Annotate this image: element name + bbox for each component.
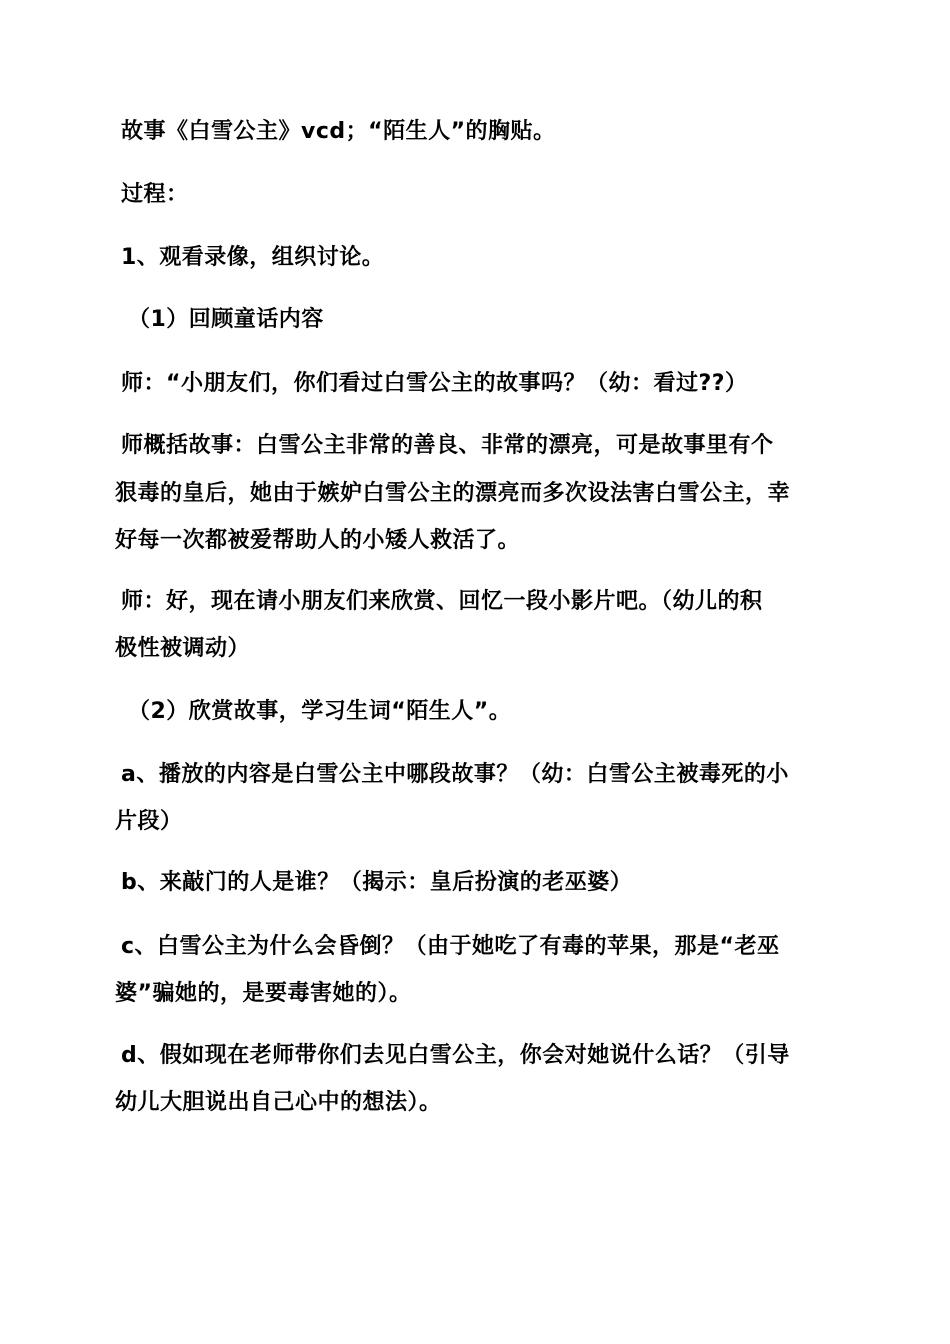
teacher-question-line: 师：“小朋友们，你们看过白雪公主的故事吗？（幼：看过??） (121, 371, 748, 396)
story-summary-line-1: 师概括故事：白雪公主非常的善良、非常的漂亮，可是故事里有个 (121, 433, 774, 458)
question-b-line: b、来敲门的人是谁？（揭示：皇后扮演的老巫婆） (121, 870, 633, 895)
materials-line: 故事《白雪公主》vcd；“陌生人”的胸贴。 (121, 119, 556, 144)
question-c-line-1: c、白雪公主为什么会昏倒？（由于她吃了有毒的苹果，那是“老巫 (121, 934, 780, 959)
story-summary-line-3: 好每一次都被爱帮助人的小矮人救活了。 (115, 528, 521, 553)
step-1-heading: 1、观看录像，组织讨论。 (121, 245, 385, 270)
substep-2-heading: （2）欣赏故事，学习生词“陌生人”。 (128, 699, 512, 724)
teacher-invite-line-1: 师：好，现在请小朋友们来欣赏、回忆一段小影片吧。（幼儿的积 (121, 589, 763, 614)
substep-1-heading: （1）回顾童话内容 (128, 307, 324, 332)
teacher-invite-line-2: 极性被调动） (115, 636, 251, 661)
story-summary-line-2: 狠毒的皇后，她由于嫉妒白雪公主的漂亮而多次设法害白雪公主，幸 (115, 481, 791, 506)
question-a-line-2: 片段） (115, 809, 183, 834)
question-a-line-1: a、播放的内容是白雪公主中哪段故事？（幼：白雪公主被毒死的小 (121, 762, 789, 787)
question-d-line-1: d、假如现在老师带你们去见白雪公主，你会对她说什么话？（引导 (121, 1043, 790, 1068)
question-d-line-2: 幼儿大胆说出自己心中的想法）。 (115, 1090, 442, 1115)
question-c-line-2: 婆”骗她的，是要毒害她的）。 (115, 981, 412, 1006)
process-heading: 过程： (121, 182, 189, 207)
